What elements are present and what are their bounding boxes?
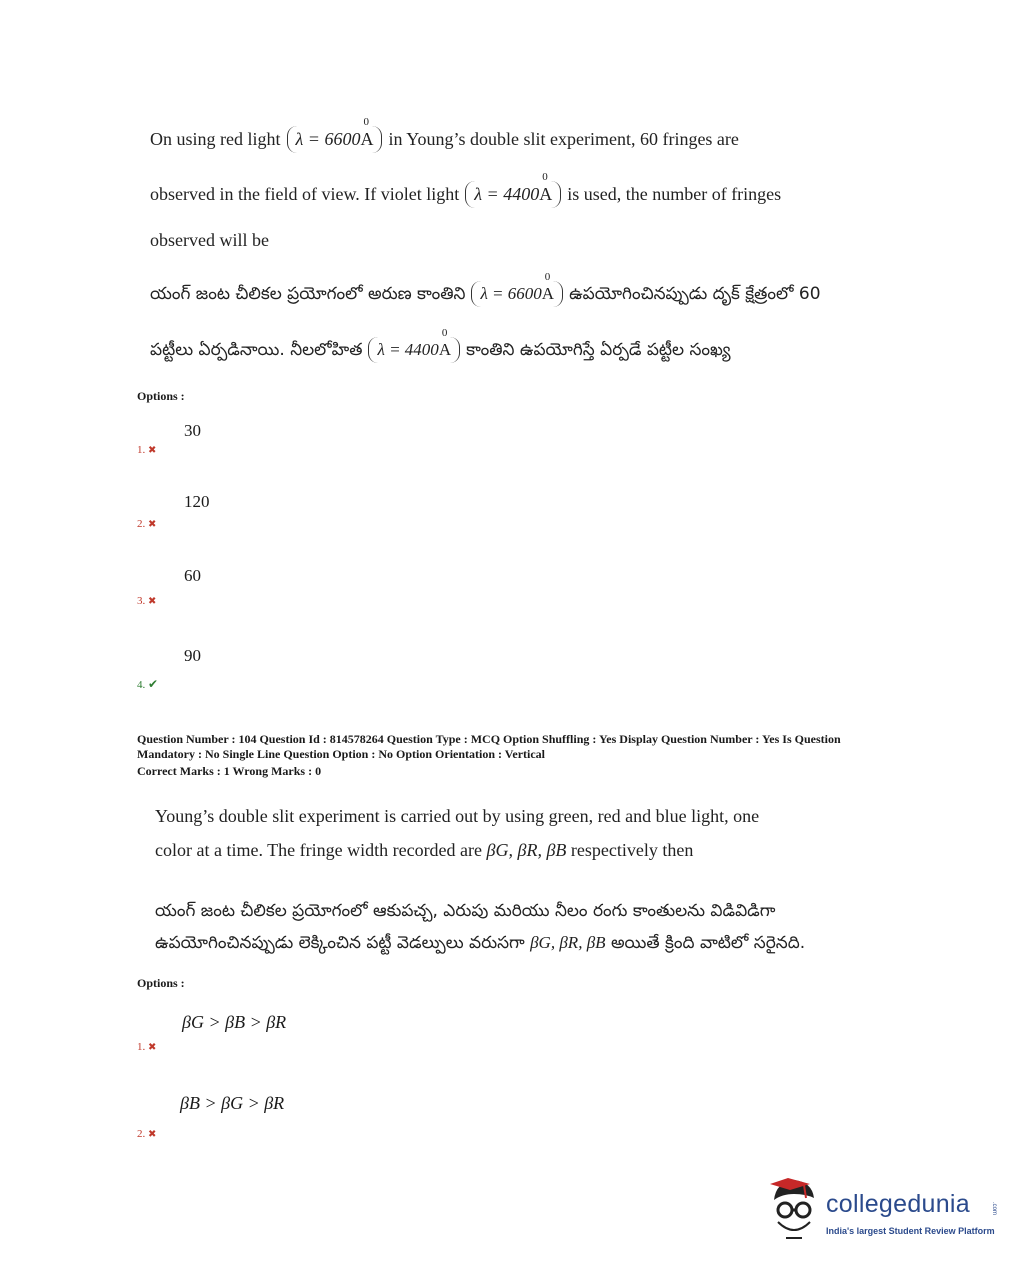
- q1-option-4-number: [137, 677, 158, 692]
- lambda-value: λ = 6600: [295, 129, 361, 149]
- q1-option-4-value[interactable]: 90: [184, 646, 201, 665]
- option-number: 2.: [137, 1128, 146, 1140]
- q1-en-text: observed in the field of view. If violet light: [150, 184, 460, 204]
- q2-option-1-value[interactable]: βG > βB > βR: [182, 1012, 287, 1032]
- q1-te-line2: [150, 327, 731, 364]
- q1-en-line1: [150, 116, 739, 153]
- lambda-value: λ = 4400: [474, 184, 540, 204]
- lambda-value: λ = 4400: [377, 340, 439, 359]
- angstrom: A: [438, 340, 452, 359]
- q2-en-line1: Young’s double slit experiment is carried out by using green, red and blue light, one: [155, 806, 760, 826]
- angstrom-ring: 0: [542, 171, 548, 183]
- q2-en-line2: [155, 840, 693, 861]
- option-number: 1.: [137, 444, 146, 456]
- q2-beta-list: βG, βR, βB: [530, 933, 606, 952]
- q1-options-label: Options :: [137, 389, 185, 403]
- q1-option-2-number: [137, 518, 156, 530]
- q2-meta-line: Correct Marks : 1 Wrong Marks : 0: [137, 764, 322, 778]
- collegedunia-logo[interactable]: [766, 1176, 996, 1256]
- q1-option-1-number: [137, 444, 156, 456]
- q2-meta-line: Mandatory : No Single Line Question Option : No Option Orientation : Vertical: [137, 747, 546, 761]
- q1-en-text: On using red light: [150, 129, 281, 149]
- q1-lambda-violet: [465, 171, 561, 208]
- option-number: 3.: [137, 595, 146, 607]
- logo-wordmark: collegedunia: [826, 1190, 970, 1218]
- q1-te-text: యంగ్ జంట చీలికల ప్రయోగంలో అరుణ కాంతిని: [150, 284, 466, 304]
- q1-option-2-value[interactable]: 120: [184, 492, 210, 511]
- q2-te-text: అయితే క్రింది వాటిలో సరైనది.: [610, 933, 806, 953]
- logo-com: .com: [991, 1202, 997, 1216]
- q1-te-text: కాంతిని ఉపయోగిస్తే ఏర్పడే పట్టీల సంఖ్య: [466, 340, 731, 360]
- wrong-icon: ✖: [148, 1042, 157, 1053]
- q2-te-line2: [155, 933, 805, 957]
- q1-option-1-value[interactable]: 30: [184, 421, 201, 440]
- q2-option-2-value[interactable]: βB > βG > βR: [180, 1093, 285, 1113]
- q2-option-1-number: [137, 1041, 156, 1053]
- option-number: 4.: [137, 679, 146, 691]
- q1-lambda-red: [287, 116, 383, 153]
- q1-te-text: ఉపయోగించినప్పుడు దృక్ క్షేత్రంలో 60: [569, 284, 821, 304]
- wrong-icon: ✖: [148, 445, 157, 456]
- option-number: 2.: [137, 518, 146, 530]
- q1-en-text: in Young’s double slit experiment, 60 fringes are: [388, 129, 739, 149]
- q1-option-3-value[interactable]: 60: [184, 566, 201, 585]
- q1-te-text: పట్టీలు ఏర్పడినాయి. నీలలోహిత: [150, 340, 363, 360]
- q1-te-lambda-violet: [368, 327, 460, 363]
- angstrom-ring: 0: [544, 271, 551, 283]
- q2-te-text: ఉపయోగించినప్పుడు లెక్కించిన పట్టీ వెడల్పులు వరుసగా: [155, 933, 525, 953]
- q1-te-lambda-red: [471, 271, 563, 307]
- q1-te-line1: [150, 271, 821, 308]
- q2-beta-list: βG, βR, βB: [486, 840, 567, 860]
- q2-meta-line: Question Number : 104 Question Id : 814578264 Question Type : MCQ Option Shuffling : Yes Display Question Number : Yes Is Question: [137, 732, 841, 746]
- q2-meta: [137, 732, 897, 779]
- wrong-icon: ✖: [148, 596, 157, 607]
- q1-option-3-number: [137, 595, 156, 607]
- angstrom: A: [360, 129, 374, 149]
- wrong-icon: ✖: [148, 519, 157, 530]
- q1-en-line3: observed will be: [150, 230, 269, 250]
- q2-te-line1: యంగ్ జంట చీలికల ప్రయోగంలో ఆకుపచ్చ, ఎరుపు మరియు నీలం రంగు కాంతులను విడివిడిగా: [155, 901, 776, 921]
- q2-option-2-number: [137, 1128, 156, 1140]
- q2-en-text: respectively then: [570, 840, 694, 860]
- q2-en-text: color at a time. The fringe width recorded are: [155, 840, 483, 860]
- q1-en-line2: [150, 171, 782, 208]
- check-icon: ✔: [148, 677, 159, 691]
- angstrom: A: [539, 184, 553, 204]
- angstrom-ring: 0: [363, 116, 369, 128]
- angstrom: A: [541, 284, 555, 303]
- logo-tagline: India's largest Student Review Platform: [826, 1226, 995, 1236]
- angstrom-ring: 0: [441, 327, 448, 339]
- q1-en-text: is used, the number of fringes: [567, 184, 782, 204]
- option-number: 1.: [137, 1041, 146, 1053]
- mascot-icon: [766, 1176, 824, 1246]
- wrong-icon: ✖: [148, 1129, 157, 1140]
- q2-options-label: Options :: [137, 976, 185, 990]
- lambda-value: λ = 6600: [480, 284, 542, 303]
